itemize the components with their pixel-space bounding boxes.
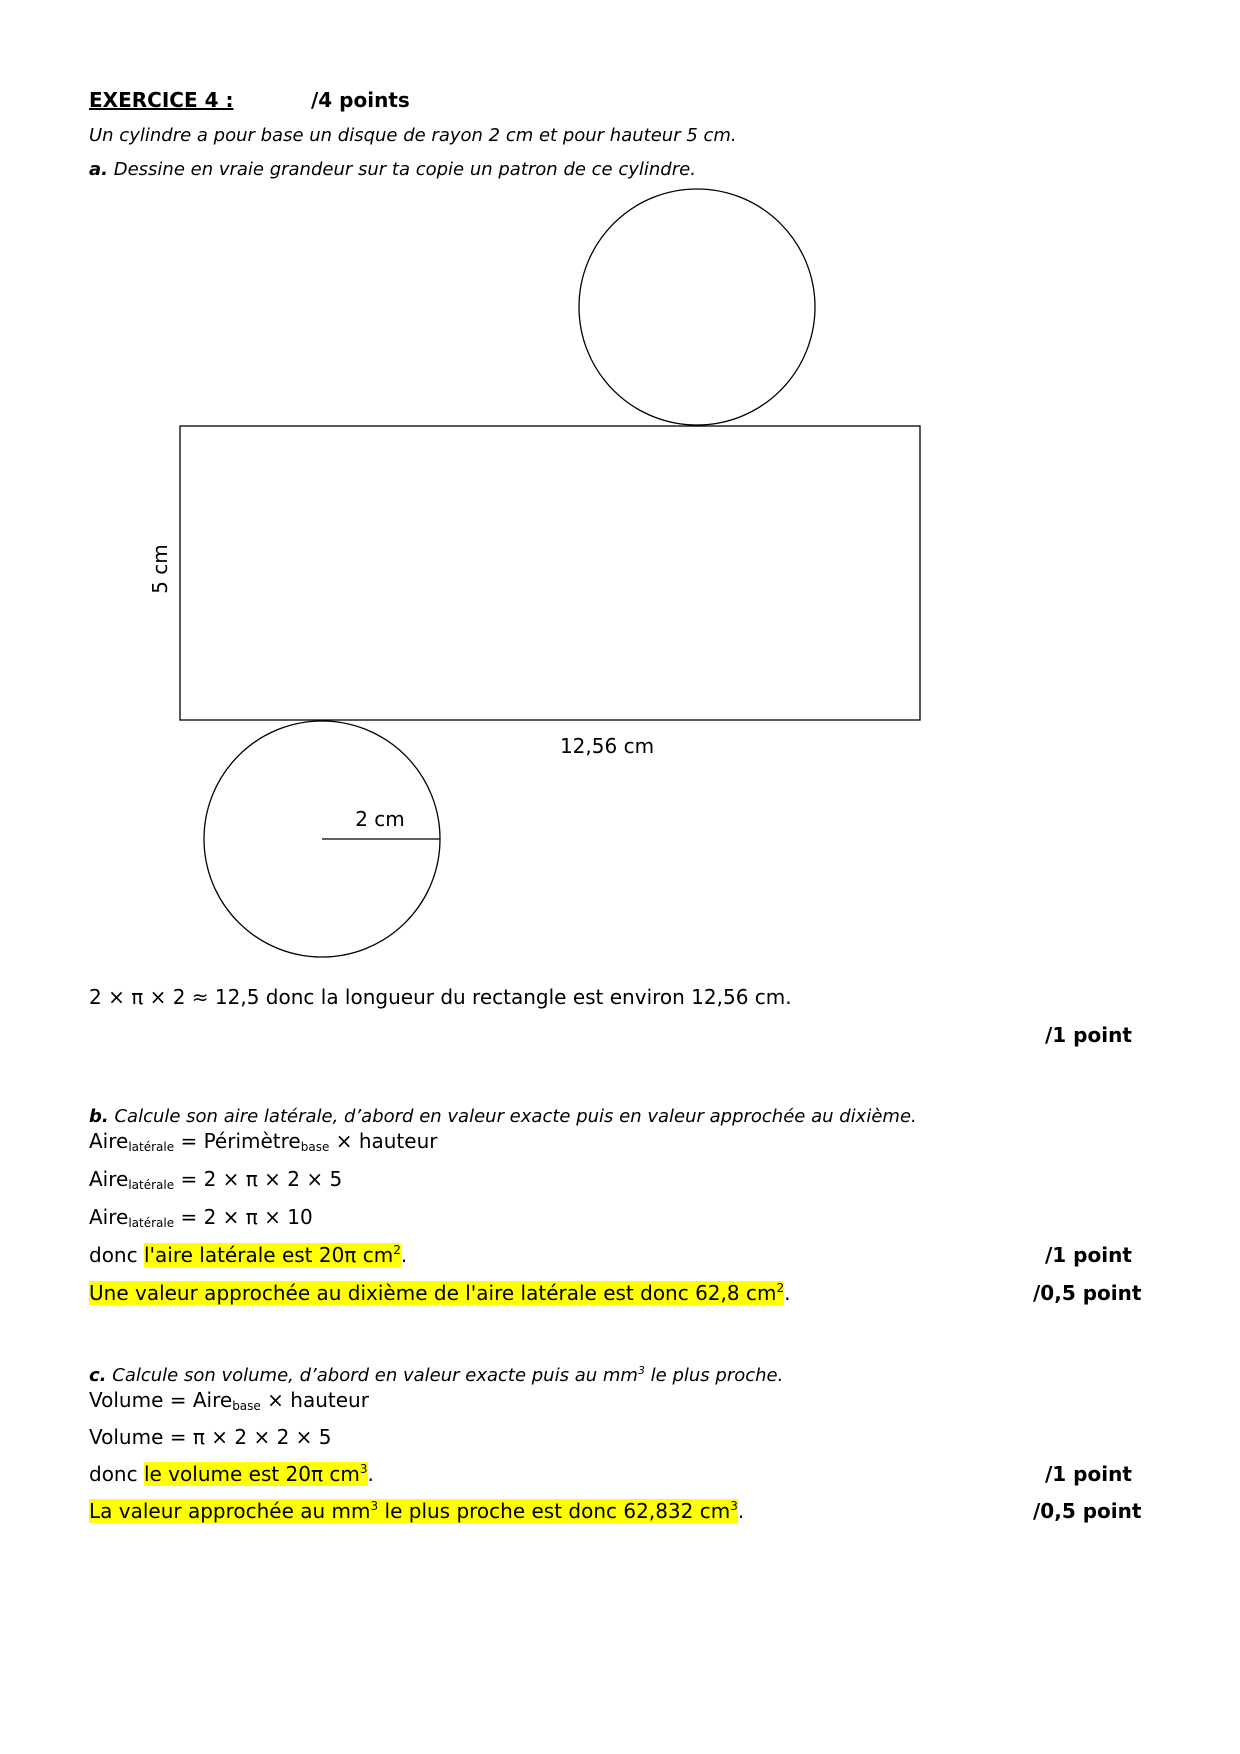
result-c-approx: La valeur approchée au $mm^3$ le plus proche est donc 62,832 $cm^3$. bbox=[89, 1499, 745, 1523]
exercise-title: EXERCICE 4 : bbox=[89, 88, 234, 112]
answer-a: 2 × π × 2 ≈ 12,5 donc la longueur du rectangle est environ 12,56 cm. bbox=[89, 985, 792, 1009]
result-c-exact: donc le volume est 20π $cm^3$. bbox=[89, 1462, 374, 1486]
exercise-points: /4 points bbox=[311, 88, 410, 112]
question-c: c. Calcule son volume, d’abord en valeur exacte puis au $mm^3$ le plus proche. bbox=[89, 1364, 784, 1386]
formula-c-line2: Volume = π × 2 × 2 × 5 bbox=[89, 1425, 332, 1449]
points-c-approx: /0,5 point bbox=[1033, 1499, 1142, 1523]
exercise-statement: Un cylindre a pour base un disque de rayon 2 cm et pour hauteur 5 cm. bbox=[89, 125, 737, 146]
highlight: le volume est 20π $cm^3$ bbox=[143, 1462, 368, 1486]
height-label: 5 cm bbox=[148, 544, 172, 594]
lateral-rectangle bbox=[180, 426, 920, 720]
formula-b-line2: Aire$_{latérale}$ = 2 × π × 2 × 5 bbox=[89, 1167, 343, 1192]
formula-c-line1: Volume = Aire$_{base}$ × hauteur bbox=[89, 1388, 369, 1413]
points-b-approx: /0,5 point bbox=[1033, 1281, 1142, 1305]
result-b-exact: donc l'aire latérale est 20π $cm^2$. bbox=[89, 1243, 408, 1267]
highlight: La valeur approchée au $mm^3$ le plus proche est donc 62,832 $cm^3$ bbox=[89, 1499, 738, 1523]
formula-b-line1: Aire$_{latérale}$ = Périmètre$_{base}$ × hauteur bbox=[89, 1129, 438, 1154]
points-b-exact: /1 point bbox=[1045, 1243, 1132, 1267]
points-c-exact: /1 point bbox=[1045, 1462, 1132, 1486]
question-a-text: Dessine en vraie grandeur sur ta copie un patron de ce cylindre. bbox=[113, 159, 696, 180]
highlight: l'aire latérale est 20π $cm^2$ bbox=[143, 1243, 401, 1267]
question-a-label: a. bbox=[89, 159, 108, 180]
question-b bbox=[89, 1106, 917, 1127]
formula-b-line3: Aire$_{latérale}$ = 2 × π × 10 bbox=[89, 1205, 313, 1230]
points-a: /1 point bbox=[1045, 1023, 1132, 1047]
result-b-approx: Une valeur approchée au dixième de l'aire latérale est donc 62,8 $cm^2$. bbox=[89, 1281, 791, 1305]
highlight: Une valeur approchée au dixième de l'aire latérale est donc 62,8 $cm^2$ bbox=[89, 1281, 785, 1305]
top-base-circle bbox=[579, 189, 815, 425]
length-label: 12,56 cm bbox=[559, 734, 655, 758]
question-c-label: c. bbox=[89, 1365, 107, 1386]
question-b-label: b. bbox=[89, 1106, 109, 1127]
question-b-text: Calcule son aire latérale, d’abord en valeur exacte puis en valeur approchée au dixième. bbox=[114, 1106, 917, 1127]
radius-label: 2 cm bbox=[355, 807, 405, 831]
